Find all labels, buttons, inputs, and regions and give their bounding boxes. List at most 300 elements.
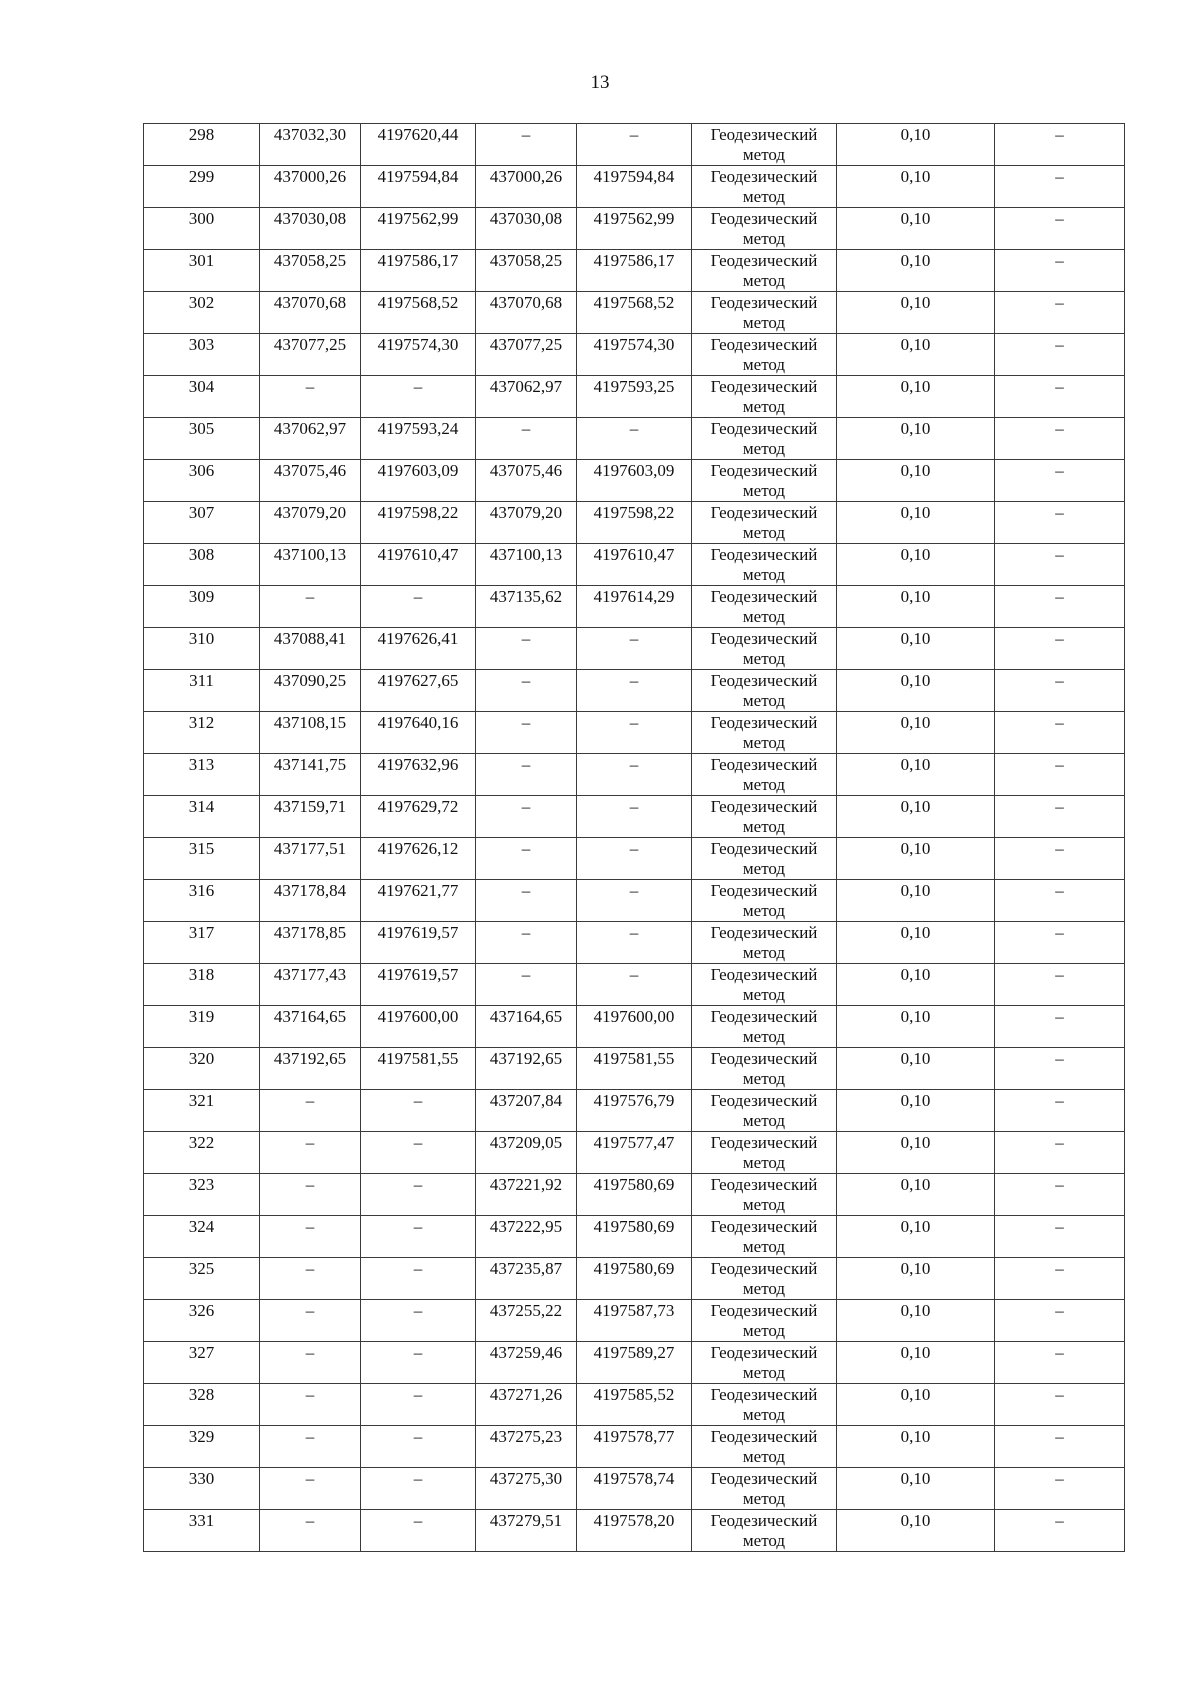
- new-y-cell: 4197587,73: [577, 1300, 692, 1342]
- description-cell: –: [995, 250, 1125, 292]
- new-x-cell: –: [476, 124, 577, 166]
- point-number-cell: 298: [144, 124, 260, 166]
- new-x-cell: 437075,46: [476, 460, 577, 502]
- new-y-cell: –: [577, 964, 692, 1006]
- table-row: [144, 544, 1125, 586]
- method-cell: Геодезический метод: [692, 628, 837, 670]
- existing-y-cell: –: [361, 1342, 476, 1384]
- point-number-cell: 309: [144, 586, 260, 628]
- table-row: [144, 460, 1125, 502]
- new-y-cell: 4197577,47: [577, 1132, 692, 1174]
- existing-y-cell: 4197626,41: [361, 628, 476, 670]
- table-row: [144, 1048, 1125, 1090]
- description-cell: –: [995, 1468, 1125, 1510]
- new-x-cell: 437030,08: [476, 208, 577, 250]
- new-x-cell: –: [476, 670, 577, 712]
- coordinates-table: [143, 123, 1125, 1552]
- table-row: [144, 670, 1125, 712]
- table-row: [144, 1384, 1125, 1426]
- new-y-cell: –: [577, 712, 692, 754]
- new-x-cell: 437271,26: [476, 1384, 577, 1426]
- point-number-cell: 324: [144, 1216, 260, 1258]
- new-y-cell: 4197589,27: [577, 1342, 692, 1384]
- existing-x-cell: 437159,71: [260, 796, 361, 838]
- new-x-cell: –: [476, 418, 577, 460]
- description-cell: –: [995, 712, 1125, 754]
- new-x-cell: 437279,51: [476, 1510, 577, 1552]
- new-x-cell: 437070,68: [476, 292, 577, 334]
- existing-y-cell: 4197594,84: [361, 166, 476, 208]
- method-cell: Геодезический метод: [692, 1216, 837, 1258]
- table-row: [144, 1174, 1125, 1216]
- new-x-cell: 437259,46: [476, 1342, 577, 1384]
- table-row: [144, 292, 1125, 334]
- table-row: [144, 796, 1125, 838]
- description-cell: –: [995, 1216, 1125, 1258]
- new-y-cell: 4197586,17: [577, 250, 692, 292]
- table-row: [144, 1426, 1125, 1468]
- new-x-cell: –: [476, 754, 577, 796]
- existing-y-cell: –: [361, 1216, 476, 1258]
- existing-x-cell: 437070,68: [260, 292, 361, 334]
- accuracy-cell: 0,10: [837, 880, 995, 922]
- new-x-cell: 437062,97: [476, 376, 577, 418]
- existing-x-cell: –: [260, 1216, 361, 1258]
- new-y-cell: 4197580,69: [577, 1216, 692, 1258]
- existing-x-cell: –: [260, 1090, 361, 1132]
- new-x-cell: –: [476, 628, 577, 670]
- point-number-cell: 305: [144, 418, 260, 460]
- point-number-cell: 303: [144, 334, 260, 376]
- accuracy-cell: 0,10: [837, 166, 995, 208]
- new-y-cell: 4197562,99: [577, 208, 692, 250]
- description-cell: –: [995, 1426, 1125, 1468]
- existing-y-cell: 4197619,57: [361, 964, 476, 1006]
- table-row: [144, 208, 1125, 250]
- description-cell: –: [995, 166, 1125, 208]
- method-cell: Геодезический метод: [692, 1132, 837, 1174]
- new-x-cell: 437207,84: [476, 1090, 577, 1132]
- existing-y-cell: 4197626,12: [361, 838, 476, 880]
- method-cell: Геодезический метод: [692, 1048, 837, 1090]
- table-row: [144, 586, 1125, 628]
- point-number-cell: 331: [144, 1510, 260, 1552]
- existing-x-cell: –: [260, 1468, 361, 1510]
- table-row: [144, 628, 1125, 670]
- method-cell: Геодезический метод: [692, 292, 837, 334]
- new-x-cell: –: [476, 796, 577, 838]
- existing-y-cell: –: [361, 1174, 476, 1216]
- existing-y-cell: 4197640,16: [361, 712, 476, 754]
- point-number-cell: 323: [144, 1174, 260, 1216]
- table-row: [144, 334, 1125, 376]
- existing-y-cell: 4197632,96: [361, 754, 476, 796]
- new-y-cell: 4197574,30: [577, 334, 692, 376]
- accuracy-cell: 0,10: [837, 250, 995, 292]
- existing-y-cell: 4197620,44: [361, 124, 476, 166]
- description-cell: –: [995, 376, 1125, 418]
- accuracy-cell: 0,10: [837, 1468, 995, 1510]
- new-y-cell: 4197603,09: [577, 460, 692, 502]
- point-number-cell: 319: [144, 1006, 260, 1048]
- description-cell: –: [995, 502, 1125, 544]
- point-number-cell: 314: [144, 796, 260, 838]
- accuracy-cell: 0,10: [837, 1510, 995, 1552]
- point-number-cell: 315: [144, 838, 260, 880]
- new-y-cell: 4197580,69: [577, 1258, 692, 1300]
- point-number-cell: 316: [144, 880, 260, 922]
- accuracy-cell: 0,10: [837, 1384, 995, 1426]
- new-x-cell: 437077,25: [476, 334, 577, 376]
- existing-x-cell: –: [260, 1510, 361, 1552]
- existing-x-cell: –: [260, 1258, 361, 1300]
- method-cell: Геодезический метод: [692, 208, 837, 250]
- new-x-cell: 437164,65: [476, 1006, 577, 1048]
- accuracy-cell: 0,10: [837, 922, 995, 964]
- page-number: 13: [590, 72, 610, 93]
- existing-x-cell: 437058,25: [260, 250, 361, 292]
- description-cell: –: [995, 922, 1125, 964]
- accuracy-cell: 0,10: [837, 1216, 995, 1258]
- existing-y-cell: –: [361, 376, 476, 418]
- existing-x-cell: 437077,25: [260, 334, 361, 376]
- new-y-cell: 4197578,77: [577, 1426, 692, 1468]
- method-cell: Геодезический метод: [692, 334, 837, 376]
- accuracy-cell: 0,10: [837, 754, 995, 796]
- description-cell: –: [995, 460, 1125, 502]
- description-cell: –: [995, 1048, 1125, 1090]
- point-number-cell: 308: [144, 544, 260, 586]
- existing-x-cell: 437062,97: [260, 418, 361, 460]
- method-cell: Геодезический метод: [692, 1426, 837, 1468]
- method-cell: Геодезический метод: [692, 250, 837, 292]
- existing-y-cell: –: [361, 1300, 476, 1342]
- existing-x-cell: –: [260, 1132, 361, 1174]
- table-row: [144, 1006, 1125, 1048]
- new-y-cell: –: [577, 628, 692, 670]
- new-y-cell: –: [577, 880, 692, 922]
- description-cell: –: [995, 1510, 1125, 1552]
- description-cell: –: [995, 1342, 1125, 1384]
- method-cell: Геодезический метод: [692, 1510, 837, 1552]
- new-y-cell: –: [577, 796, 692, 838]
- description-cell: –: [995, 1090, 1125, 1132]
- point-number-cell: 311: [144, 670, 260, 712]
- table-row: [144, 418, 1125, 460]
- existing-x-cell: 437177,43: [260, 964, 361, 1006]
- new-y-cell: 4197598,22: [577, 502, 692, 544]
- existing-x-cell: 437178,84: [260, 880, 361, 922]
- point-number-cell: 325: [144, 1258, 260, 1300]
- point-number-cell: 318: [144, 964, 260, 1006]
- method-cell: Геодезический метод: [692, 880, 837, 922]
- accuracy-cell: 0,10: [837, 1258, 995, 1300]
- method-cell: Геодезический метод: [692, 712, 837, 754]
- table-row: [144, 502, 1125, 544]
- new-x-cell: 437222,95: [476, 1216, 577, 1258]
- new-y-cell: 4197568,52: [577, 292, 692, 334]
- existing-x-cell: –: [260, 376, 361, 418]
- description-cell: –: [995, 754, 1125, 796]
- accuracy-cell: 0,10: [837, 418, 995, 460]
- table-row: [144, 922, 1125, 964]
- existing-y-cell: –: [361, 586, 476, 628]
- accuracy-cell: 0,10: [837, 964, 995, 1006]
- point-number-cell: 328: [144, 1384, 260, 1426]
- table-row: [144, 838, 1125, 880]
- new-x-cell: –: [476, 880, 577, 922]
- existing-x-cell: 437108,15: [260, 712, 361, 754]
- existing-x-cell: –: [260, 1384, 361, 1426]
- accuracy-cell: 0,10: [837, 1426, 995, 1468]
- existing-x-cell: 437032,30: [260, 124, 361, 166]
- new-x-cell: –: [476, 838, 577, 880]
- method-cell: Геодезический метод: [692, 166, 837, 208]
- method-cell: Геодезический метод: [692, 1300, 837, 1342]
- table-row: [144, 1468, 1125, 1510]
- existing-y-cell: 4197568,52: [361, 292, 476, 334]
- existing-y-cell: –: [361, 1384, 476, 1426]
- existing-y-cell: 4197619,57: [361, 922, 476, 964]
- point-number-cell: 304: [144, 376, 260, 418]
- existing-y-cell: 4197610,47: [361, 544, 476, 586]
- method-cell: Геодезический метод: [692, 1384, 837, 1426]
- description-cell: –: [995, 964, 1125, 1006]
- new-y-cell: –: [577, 418, 692, 460]
- accuracy-cell: 0,10: [837, 1300, 995, 1342]
- table-row: [144, 1132, 1125, 1174]
- method-cell: Геодезический метод: [692, 1468, 837, 1510]
- existing-x-cell: –: [260, 1342, 361, 1384]
- new-y-cell: 4197593,25: [577, 376, 692, 418]
- existing-y-cell: 4197600,00: [361, 1006, 476, 1048]
- new-y-cell: 4197578,20: [577, 1510, 692, 1552]
- table-row: [144, 1342, 1125, 1384]
- table-row: [144, 376, 1125, 418]
- description-cell: –: [995, 628, 1125, 670]
- point-number-cell: 306: [144, 460, 260, 502]
- accuracy-cell: 0,10: [837, 208, 995, 250]
- method-cell: Геодезический метод: [692, 754, 837, 796]
- method-cell: Геодезический метод: [692, 418, 837, 460]
- table-row: [144, 754, 1125, 796]
- point-number-cell: 321: [144, 1090, 260, 1132]
- new-y-cell: –: [577, 754, 692, 796]
- accuracy-cell: 0,10: [837, 1048, 995, 1090]
- point-number-cell: 320: [144, 1048, 260, 1090]
- existing-y-cell: 4197598,22: [361, 502, 476, 544]
- existing-y-cell: 4197581,55: [361, 1048, 476, 1090]
- table-row: [144, 964, 1125, 1006]
- description-cell: –: [995, 208, 1125, 250]
- table-row: [144, 1510, 1125, 1552]
- new-x-cell: 437221,92: [476, 1174, 577, 1216]
- existing-y-cell: –: [361, 1258, 476, 1300]
- method-cell: Геодезический метод: [692, 1342, 837, 1384]
- method-cell: Геодезический метод: [692, 922, 837, 964]
- description-cell: –: [995, 1006, 1125, 1048]
- description-cell: –: [995, 292, 1125, 334]
- new-y-cell: –: [577, 670, 692, 712]
- existing-x-cell: 437178,85: [260, 922, 361, 964]
- existing-x-cell: 437088,41: [260, 628, 361, 670]
- method-cell: Геодезический метод: [692, 124, 837, 166]
- accuracy-cell: 0,10: [837, 1006, 995, 1048]
- point-number-cell: 327: [144, 1342, 260, 1384]
- accuracy-cell: 0,10: [837, 124, 995, 166]
- existing-x-cell: 437075,46: [260, 460, 361, 502]
- accuracy-cell: 0,10: [837, 1132, 995, 1174]
- method-cell: Геодезический метод: [692, 796, 837, 838]
- description-cell: –: [995, 1384, 1125, 1426]
- description-cell: –: [995, 1300, 1125, 1342]
- existing-x-cell: 437090,25: [260, 670, 361, 712]
- new-x-cell: 437100,13: [476, 544, 577, 586]
- method-cell: Геодезический метод: [692, 586, 837, 628]
- description-cell: –: [995, 334, 1125, 376]
- accuracy-cell: 0,10: [837, 670, 995, 712]
- description-cell: –: [995, 880, 1125, 922]
- new-y-cell: 4197578,74: [577, 1468, 692, 1510]
- method-cell: Геодезический метод: [692, 1006, 837, 1048]
- accuracy-cell: 0,10: [837, 502, 995, 544]
- existing-y-cell: –: [361, 1510, 476, 1552]
- new-y-cell: –: [577, 124, 692, 166]
- new-x-cell: 437135,62: [476, 586, 577, 628]
- accuracy-cell: 0,10: [837, 292, 995, 334]
- new-x-cell: 437235,87: [476, 1258, 577, 1300]
- existing-y-cell: 4197627,65: [361, 670, 476, 712]
- point-number-cell: 312: [144, 712, 260, 754]
- accuracy-cell: 0,10: [837, 334, 995, 376]
- point-number-cell: 317: [144, 922, 260, 964]
- new-x-cell: 437079,20: [476, 502, 577, 544]
- method-cell: Геодезический метод: [692, 544, 837, 586]
- existing-x-cell: –: [260, 1300, 361, 1342]
- accuracy-cell: 0,10: [837, 838, 995, 880]
- description-cell: –: [995, 586, 1125, 628]
- table-row: [144, 712, 1125, 754]
- table-row: [144, 250, 1125, 292]
- method-cell: Геодезический метод: [692, 1090, 837, 1132]
- existing-x-cell: 437192,65: [260, 1048, 361, 1090]
- table-row: [144, 124, 1125, 166]
- new-x-cell: 437255,22: [476, 1300, 577, 1342]
- existing-x-cell: 437164,65: [260, 1006, 361, 1048]
- new-y-cell: 4197580,69: [577, 1174, 692, 1216]
- coordinates-table-body: [144, 124, 1125, 1552]
- method-cell: Геодезический метод: [692, 376, 837, 418]
- existing-y-cell: –: [361, 1426, 476, 1468]
- accuracy-cell: 0,10: [837, 1342, 995, 1384]
- accuracy-cell: 0,10: [837, 586, 995, 628]
- new-x-cell: –: [476, 922, 577, 964]
- existing-y-cell: –: [361, 1468, 476, 1510]
- point-number-cell: 301: [144, 250, 260, 292]
- existing-x-cell: 437100,13: [260, 544, 361, 586]
- method-cell: Геодезический метод: [692, 1174, 837, 1216]
- accuracy-cell: 0,10: [837, 376, 995, 418]
- new-x-cell: 437275,23: [476, 1426, 577, 1468]
- description-cell: –: [995, 1174, 1125, 1216]
- new-y-cell: 4197581,55: [577, 1048, 692, 1090]
- description-cell: –: [995, 670, 1125, 712]
- existing-y-cell: 4197562,99: [361, 208, 476, 250]
- new-y-cell: –: [577, 922, 692, 964]
- method-cell: Геодезический метод: [692, 1258, 837, 1300]
- description-cell: –: [995, 796, 1125, 838]
- accuracy-cell: 0,10: [837, 544, 995, 586]
- existing-y-cell: 4197593,24: [361, 418, 476, 460]
- point-number-cell: 326: [144, 1300, 260, 1342]
- new-x-cell: 437275,30: [476, 1468, 577, 1510]
- accuracy-cell: 0,10: [837, 712, 995, 754]
- point-number-cell: 329: [144, 1426, 260, 1468]
- existing-x-cell: 437079,20: [260, 502, 361, 544]
- description-cell: –: [995, 124, 1125, 166]
- new-x-cell: –: [476, 964, 577, 1006]
- new-y-cell: 4197610,47: [577, 544, 692, 586]
- existing-y-cell: 4197574,30: [361, 334, 476, 376]
- existing-y-cell: 4197629,72: [361, 796, 476, 838]
- table-row: [144, 880, 1125, 922]
- new-y-cell: 4197576,79: [577, 1090, 692, 1132]
- existing-y-cell: 4197603,09: [361, 460, 476, 502]
- description-cell: –: [995, 544, 1125, 586]
- new-y-cell: 4197594,84: [577, 166, 692, 208]
- point-number-cell: 302: [144, 292, 260, 334]
- existing-x-cell: 437177,51: [260, 838, 361, 880]
- new-y-cell: 4197614,29: [577, 586, 692, 628]
- accuracy-cell: 0,10: [837, 1174, 995, 1216]
- table-row: [144, 1300, 1125, 1342]
- point-number-cell: 307: [144, 502, 260, 544]
- existing-y-cell: –: [361, 1132, 476, 1174]
- existing-x-cell: –: [260, 586, 361, 628]
- description-cell: –: [995, 1258, 1125, 1300]
- new-y-cell: 4197585,52: [577, 1384, 692, 1426]
- existing-x-cell: 437000,26: [260, 166, 361, 208]
- new-y-cell: 4197600,00: [577, 1006, 692, 1048]
- new-x-cell: 437209,05: [476, 1132, 577, 1174]
- point-number-cell: 313: [144, 754, 260, 796]
- accuracy-cell: 0,10: [837, 628, 995, 670]
- existing-x-cell: –: [260, 1174, 361, 1216]
- existing-x-cell: –: [260, 1426, 361, 1468]
- table-row: [144, 166, 1125, 208]
- method-cell: Геодезический метод: [692, 502, 837, 544]
- point-number-cell: 299: [144, 166, 260, 208]
- existing-y-cell: –: [361, 1090, 476, 1132]
- accuracy-cell: 0,10: [837, 460, 995, 502]
- new-x-cell: 437192,65: [476, 1048, 577, 1090]
- description-cell: –: [995, 838, 1125, 880]
- description-cell: –: [995, 418, 1125, 460]
- existing-x-cell: 437141,75: [260, 754, 361, 796]
- point-number-cell: 310: [144, 628, 260, 670]
- new-y-cell: –: [577, 838, 692, 880]
- existing-x-cell: 437030,08: [260, 208, 361, 250]
- method-cell: Геодезический метод: [692, 964, 837, 1006]
- accuracy-cell: 0,10: [837, 1090, 995, 1132]
- table-row: [144, 1090, 1125, 1132]
- new-x-cell: 437000,26: [476, 166, 577, 208]
- description-cell: –: [995, 1132, 1125, 1174]
- accuracy-cell: 0,10: [837, 796, 995, 838]
- existing-y-cell: 4197621,77: [361, 880, 476, 922]
- new-x-cell: 437058,25: [476, 250, 577, 292]
- new-x-cell: –: [476, 712, 577, 754]
